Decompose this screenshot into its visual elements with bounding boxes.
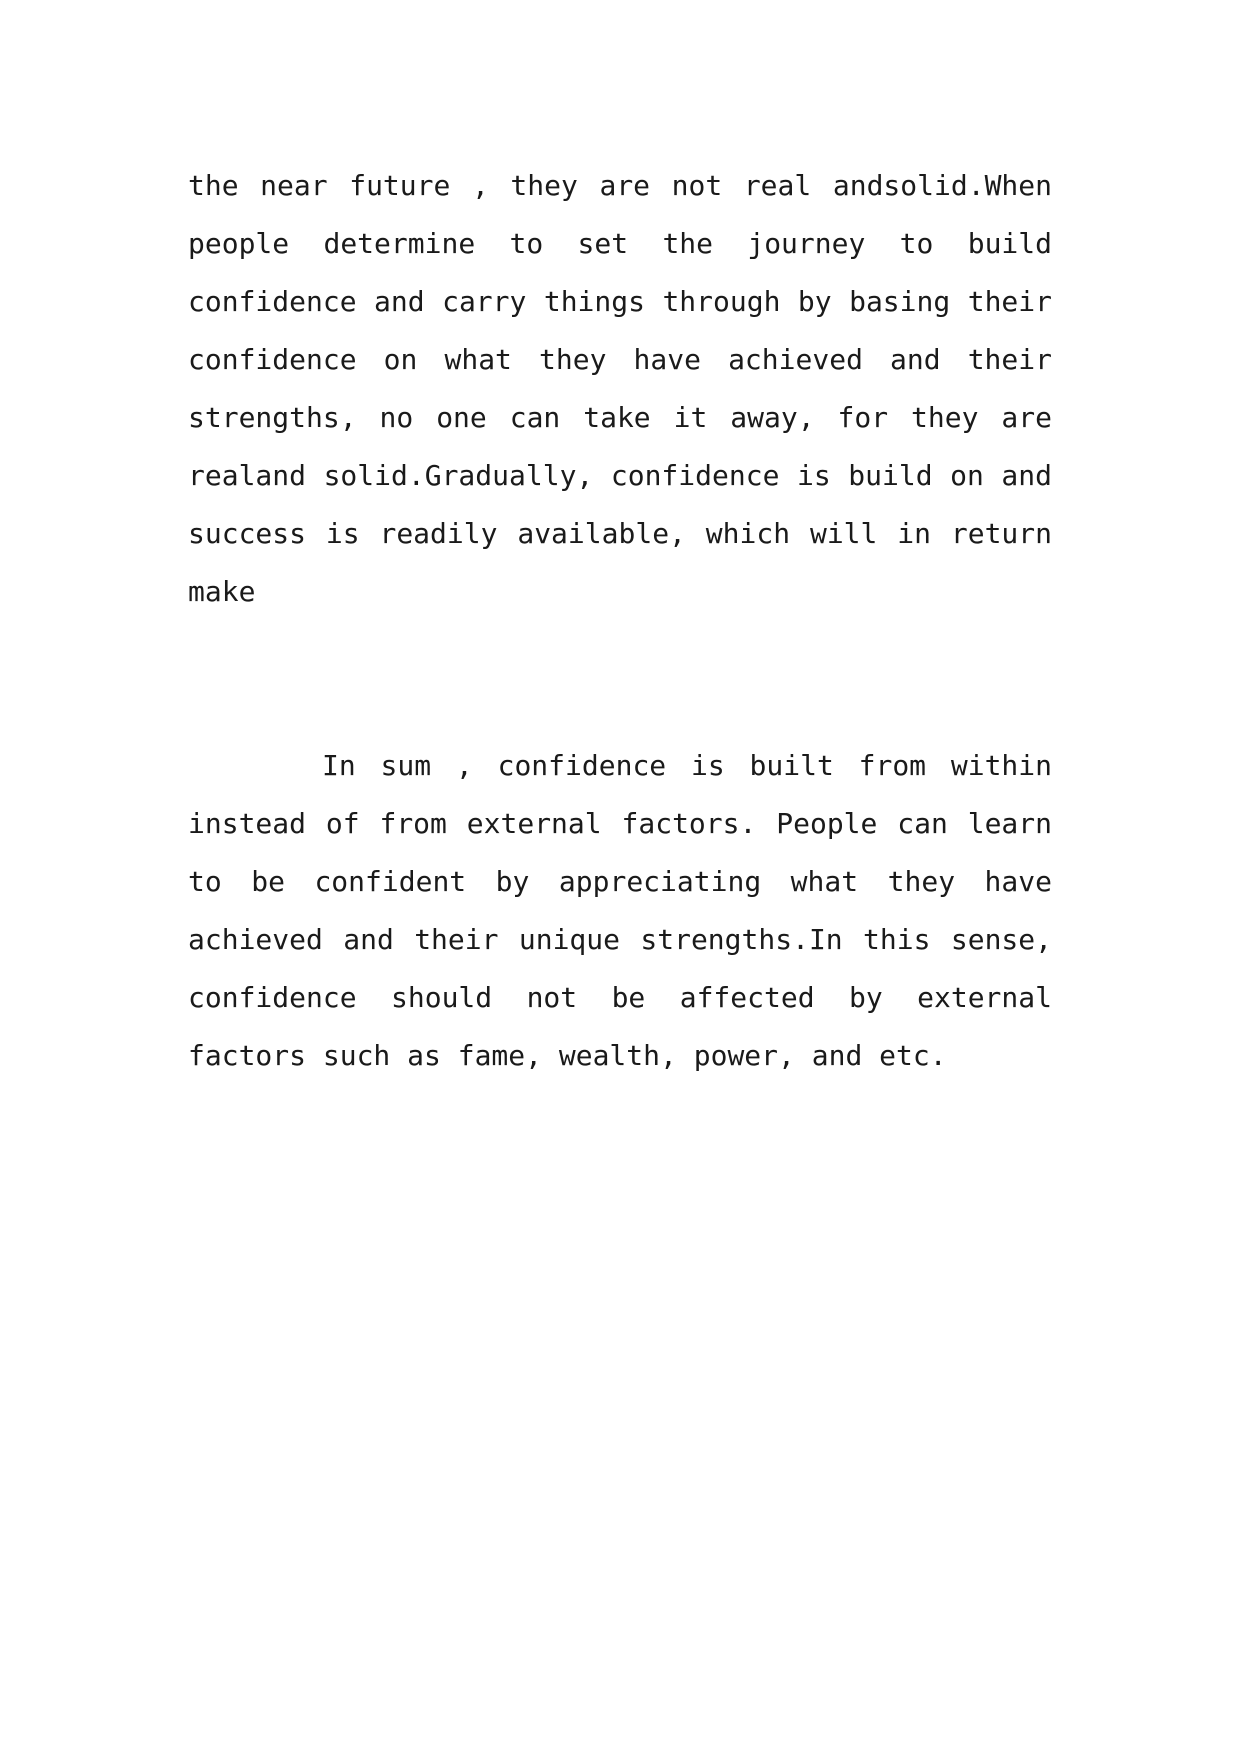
text-line: confidence should not be affected by external bbox=[188, 981, 1052, 1014]
text-line: factors such as fame, wealth, power, and etc. bbox=[188, 1039, 947, 1072]
text-line: In sum , confidence is built from within bbox=[322, 749, 1052, 782]
text-line: success is readily available, which will in return bbox=[188, 517, 1052, 550]
text-line: instead of from external factors. People can learn bbox=[188, 807, 1052, 840]
text-line: realand solid.Gradually, confidence is build on and bbox=[188, 459, 1052, 492]
text-line: achieved and their unique strengths.In this sense, bbox=[188, 923, 1052, 956]
text-line: to be confident by appreciating what they have bbox=[188, 865, 1052, 898]
text-line: confidence on what they have achieved and their bbox=[188, 343, 1052, 376]
text-line: the near future , they are not real andsolid.When bbox=[188, 169, 1052, 202]
text-line: confidence and carry things through by basing their bbox=[188, 285, 1052, 318]
text-line: people determine to set the journey to build bbox=[188, 227, 1052, 260]
text-line: make bbox=[188, 575, 256, 608]
text-line: strengths, no one can take it away, for they are bbox=[188, 401, 1052, 434]
